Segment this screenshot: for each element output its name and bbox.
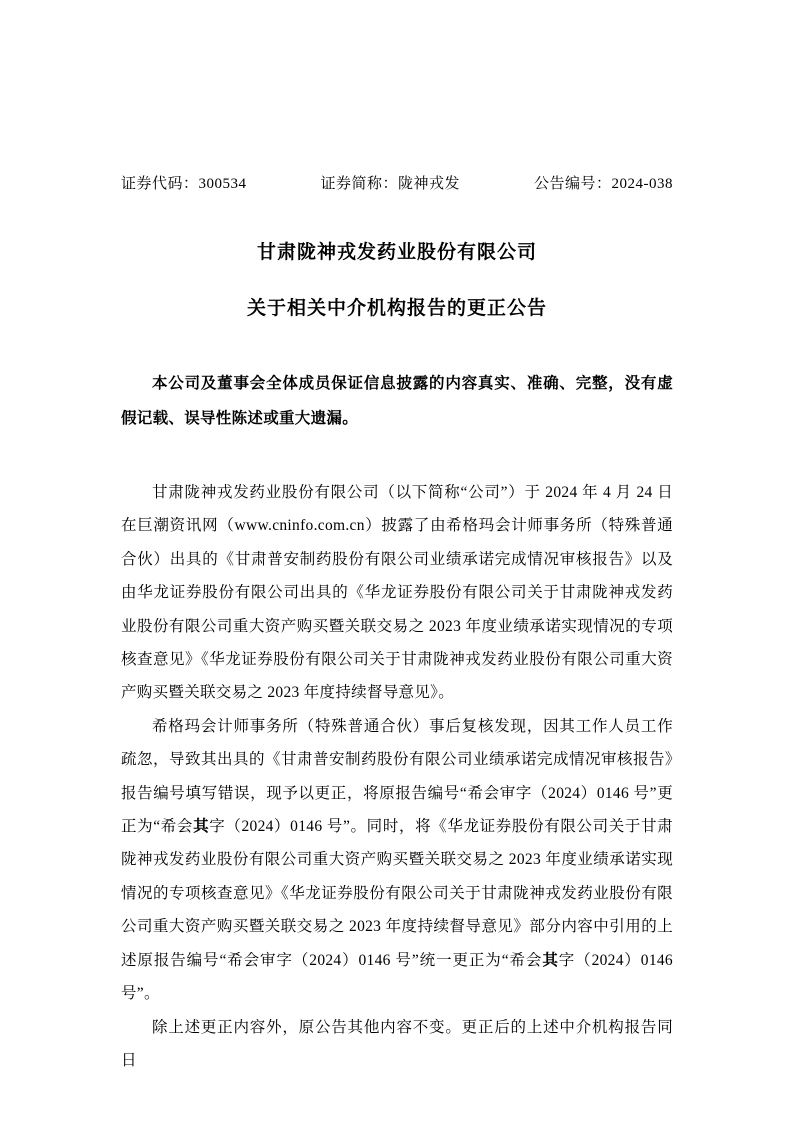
text-segment: 字（2024）0146 号”。同时，将《华龙证券股份有限公司关于甘肃陇神戎发药业股份有限公司重大资产购买暨关联交易之 2023 年度业绩承诺实现情况的专项核查意见》《华龙证券股份有限公司关于甘肃陇神戎发药业股份有限公司重大资产购买暨关联交易之 2023 年度持续督导意见》部分内容中引用的上述原报告编号“希会审字（2024）0146 号”统一更正为“希会 bbox=[121, 818, 673, 969]
document-title-line2: 关于相关中介机构报告的更正公告 bbox=[246, 298, 547, 319]
document-title-line1: 甘肃陇神戎发药业股份有限公司 bbox=[256, 242, 537, 263]
text-segment: 希格玛会计师事务所（特殊普通合伙）事后复核发现，因其工作人员工作疏忽，导致其出具的《甘肃普安制药股份有限公司业绩承诺完成情况审核报告》报告编号填写错误，现予以更正，将原报告编号“希会审字（2024）0146 号”更正为“希会 bbox=[121, 717, 673, 836]
body-paragraphs bbox=[121, 476, 673, 1077]
paragraph bbox=[121, 1011, 673, 1078]
stock-code: 证券代码：300534 bbox=[121, 176, 247, 192]
document-header bbox=[121, 172, 673, 193]
paragraph bbox=[121, 710, 673, 1011]
announcement-number: 公告编号：2024-038 bbox=[534, 176, 673, 192]
bold-text-segment: 其 bbox=[193, 818, 210, 836]
paragraph bbox=[121, 476, 673, 710]
text-segment: 甘肃陇神戎发药业股份有限公司（以下简称“公司”）于 2024 年 4 月 24 日在巨潮资讯网（www.cninfo.com.cn）披露了由希格玛会计师事务所（特殊普通合伙）出具的《甘肃普安制药股份有限公司业绩承诺完成情况审核报告》以及由华龙证券股份有限公司出具的《华龙证券股份有限公司关于甘肃陇神戎发药业股份有限公司重大资产购买暨关联交易之 2023 年度业绩承诺实现情况的专项核查意见》《华龙证券股份有限公司关于甘肃陇神戎发药业股份有限公司重大资产购买暨关联交易之 2023 年度持续督导意见》。 bbox=[121, 484, 673, 702]
stock-name: 证券简称：陇神戎发 bbox=[320, 176, 461, 192]
declaration-paragraph: 本公司及董事会全体成员保证信息披露的内容真实、准确、完整，没有虚假记载、误导性陈述或重大遗漏。 bbox=[121, 375, 673, 427]
bold-text-segment: 其 bbox=[542, 951, 559, 969]
text-segment: 除上述更正内容外，原公告其他内容不变。更正后的上述中介机构报告同日 bbox=[121, 1018, 673, 1069]
text-segment: 字（2024）0146 号”。 bbox=[121, 951, 673, 1003]
